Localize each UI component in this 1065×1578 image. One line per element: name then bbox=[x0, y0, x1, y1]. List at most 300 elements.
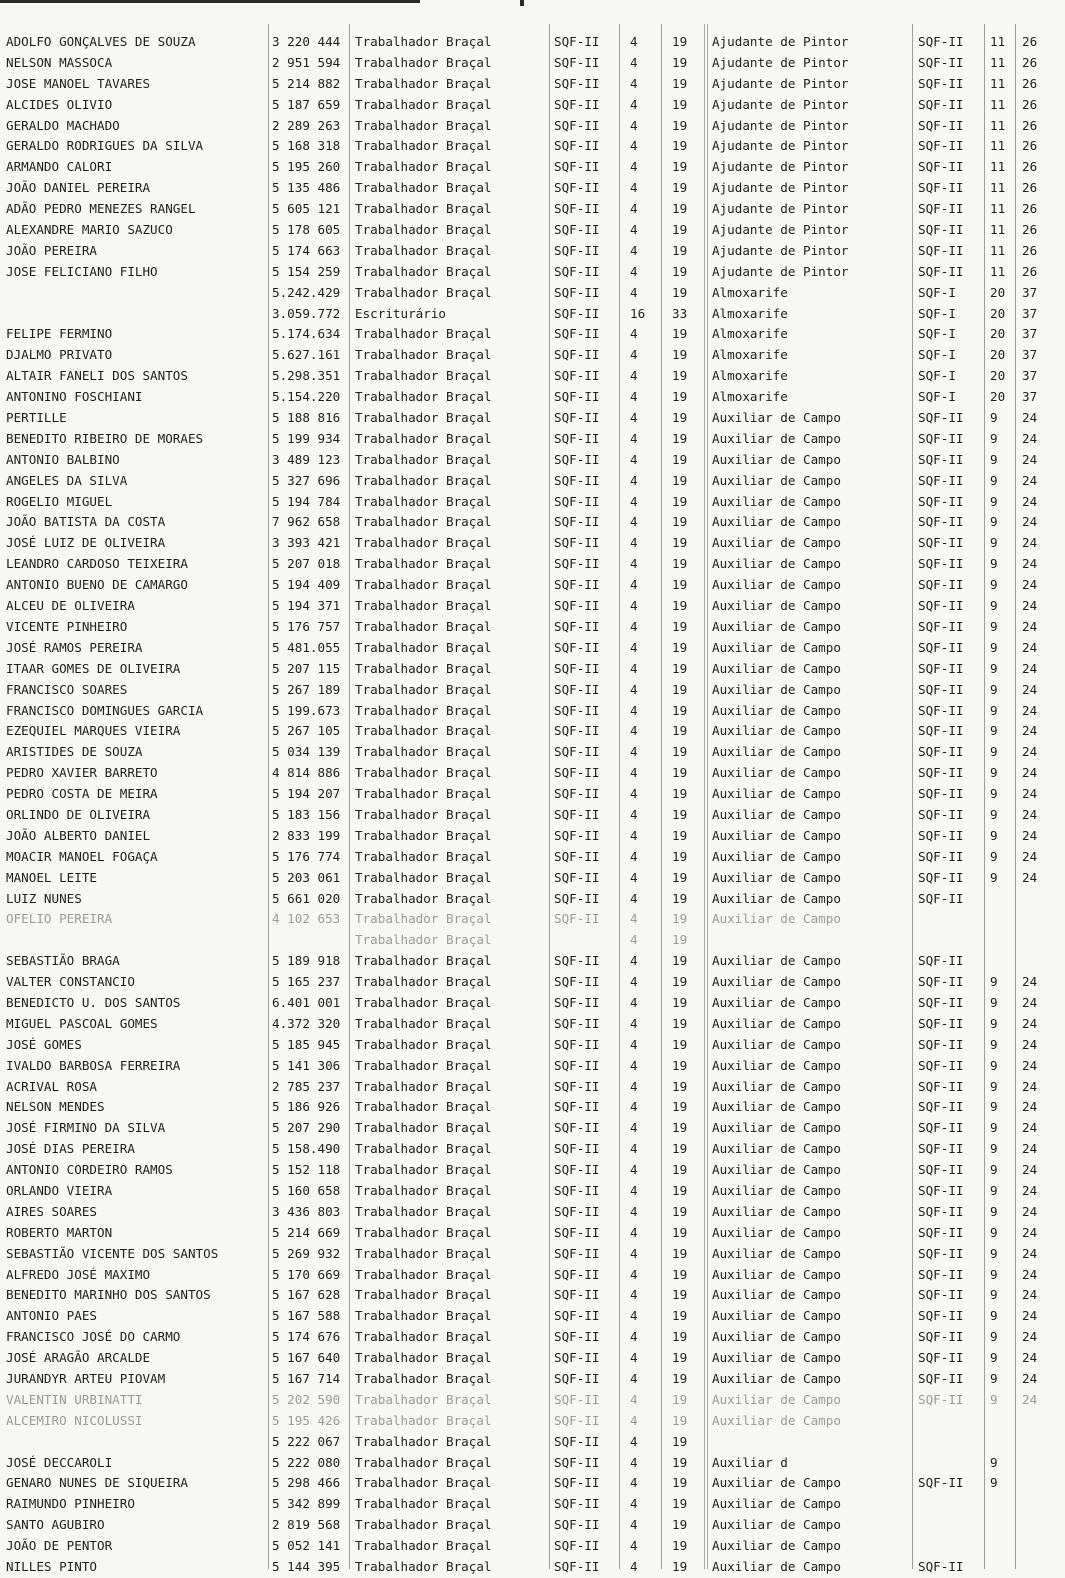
current-position: Trabalhador Braçal bbox=[355, 1329, 492, 1345]
new-level: 24 bbox=[1022, 1078, 1038, 1094]
new-level: 24 bbox=[1022, 806, 1038, 822]
new-grade: SQF-II bbox=[918, 1224, 964, 1240]
current-level: 19 bbox=[672, 827, 688, 843]
new-grade: SQF-II bbox=[918, 1078, 964, 1094]
new-level: 24 bbox=[1022, 1182, 1038, 1198]
new-position: Auxiliar de Campo bbox=[712, 1245, 841, 1261]
employee-name: ANTONIO CORDEIRO RAMOS bbox=[6, 1162, 173, 1178]
new-position: Auxiliar de Campo bbox=[712, 430, 841, 446]
table-row bbox=[0, 74, 1065, 95]
registration-number: 4.372 320 bbox=[272, 1015, 341, 1031]
current-level: 19 bbox=[672, 1078, 688, 1094]
current-grade: SQF-II bbox=[554, 222, 600, 238]
new-level: 24 bbox=[1022, 1036, 1038, 1052]
new-reference: 9 bbox=[990, 1391, 998, 1407]
employee-name: ORLANDO VIEIRA bbox=[6, 1182, 113, 1198]
table-row bbox=[0, 241, 1065, 262]
new-level: 24 bbox=[1022, 827, 1038, 843]
current-grade: SQF-II bbox=[554, 263, 600, 279]
new-reference: 11 bbox=[990, 75, 1006, 91]
new-position: Almoxarife bbox=[712, 284, 788, 300]
new-position: Ajudante de Pintor bbox=[712, 75, 849, 91]
table-row bbox=[0, 1557, 1065, 1578]
current-reference: 4 bbox=[630, 827, 638, 843]
registration-number: 5 176 757 bbox=[272, 618, 341, 634]
new-level: 24 bbox=[1022, 660, 1038, 676]
current-level: 19 bbox=[672, 242, 688, 258]
current-reference: 4 bbox=[630, 451, 638, 467]
table-row bbox=[0, 1118, 1065, 1139]
current-reference: 4 bbox=[630, 389, 638, 405]
current-position: Trabalhador Braçal bbox=[355, 1287, 492, 1303]
registration-number: 5 174 663 bbox=[272, 242, 341, 258]
new-level: 24 bbox=[1022, 535, 1038, 551]
current-level: 19 bbox=[672, 389, 688, 405]
table-row bbox=[0, 533, 1065, 554]
current-grade: SQF-II bbox=[554, 1454, 600, 1470]
table-row bbox=[0, 157, 1065, 178]
current-level: 19 bbox=[672, 556, 688, 572]
employee-name: DJALMO PRIVATO bbox=[6, 347, 113, 363]
current-reference: 4 bbox=[630, 702, 638, 718]
current-reference: 4 bbox=[630, 75, 638, 91]
current-level: 19 bbox=[672, 1141, 688, 1157]
current-position: Trabalhador Braçal bbox=[355, 994, 492, 1010]
table-row bbox=[0, 680, 1065, 701]
current-grade: SQF-II bbox=[554, 994, 600, 1010]
current-level: 19 bbox=[672, 138, 688, 154]
new-grade: SQF-II bbox=[918, 702, 964, 718]
employee-name: ARMANDO CALORI bbox=[6, 159, 113, 175]
new-position: Auxiliar de Campo bbox=[712, 994, 841, 1010]
current-reference: 4 bbox=[630, 222, 638, 238]
current-level: 19 bbox=[672, 577, 688, 593]
new-position: Auxiliar de Campo bbox=[712, 765, 841, 781]
employee-name: ANTONIO BALBINO bbox=[6, 451, 120, 467]
new-position: Auxiliar de Campo bbox=[712, 1120, 841, 1136]
current-reference: 4 bbox=[630, 848, 638, 864]
current-position: Trabalhador Braçal bbox=[355, 1538, 492, 1554]
current-level: 19 bbox=[672, 472, 688, 488]
employee-name: JOÃO DANIEL PEREIRA bbox=[6, 180, 151, 196]
current-reference: 4 bbox=[630, 639, 638, 655]
employee-name: GENARO NUNES DE SIQUEIRA bbox=[6, 1475, 188, 1491]
current-grade: SQF-II bbox=[554, 451, 600, 467]
new-level: 24 bbox=[1022, 451, 1038, 467]
table-row bbox=[0, 638, 1065, 659]
new-position: Almoxarife bbox=[712, 389, 788, 405]
employee-name: EZEQUIEL MARQUES VIEIRA bbox=[6, 723, 181, 739]
new-grade: SQF-II bbox=[918, 514, 964, 530]
new-grade: SQF-II bbox=[918, 848, 964, 864]
new-position: Auxiliar de Campo bbox=[712, 660, 841, 676]
new-level: 37 bbox=[1022, 347, 1038, 363]
current-position: Trabalhador Braçal bbox=[355, 1266, 492, 1282]
table-row bbox=[0, 136, 1065, 157]
current-level: 19 bbox=[672, 1496, 688, 1512]
employee-name: JURANDYR ARTEU PIOVAM bbox=[6, 1371, 166, 1386]
employee-name: JOSÉ LUIZ DE OLIVEIRA bbox=[6, 535, 166, 551]
employee-name: JOSÉ RAMOS PEREIRA bbox=[6, 639, 143, 655]
current-grade: SQF-II bbox=[554, 806, 600, 822]
current-level: 19 bbox=[672, 34, 688, 49]
employee-name: JOÃO PEREIRA bbox=[6, 242, 97, 258]
new-position: Auxiliar de Campo bbox=[712, 1182, 841, 1198]
current-level: 19 bbox=[672, 639, 688, 655]
new-level: 24 bbox=[1022, 1224, 1038, 1240]
current-reference: 4 bbox=[630, 1266, 638, 1282]
employee-name: JOSÉ DECCAROLI bbox=[6, 1454, 113, 1470]
employee-name: ITAAR GOMES DE OLIVEIRA bbox=[6, 660, 181, 676]
current-reference: 4 bbox=[630, 953, 638, 969]
current-level: 19 bbox=[672, 1308, 688, 1324]
current-grade: SQF-II bbox=[554, 117, 600, 133]
current-level: 19 bbox=[672, 702, 688, 718]
new-grade: SQF-I bbox=[918, 389, 956, 405]
current-position: Trabalhador Braçal bbox=[355, 639, 492, 655]
new-position: Ajudante de Pintor bbox=[712, 159, 849, 175]
new-position: Auxiliar de Campo bbox=[712, 806, 841, 822]
current-grade: SQF-II bbox=[554, 1162, 600, 1178]
current-reference: 4 bbox=[630, 598, 638, 614]
current-level: 19 bbox=[672, 1287, 688, 1303]
new-reference: 9 bbox=[990, 1099, 998, 1115]
new-position: Auxiliar de Campo bbox=[712, 618, 841, 634]
new-position: Auxiliar de Campo bbox=[712, 827, 841, 843]
registration-number: 5 174 676 bbox=[272, 1329, 341, 1345]
new-grade: SQF-II bbox=[918, 598, 964, 614]
table-row bbox=[0, 1056, 1065, 1077]
current-grade: SQF-II bbox=[554, 786, 600, 802]
current-position: Trabalhador Braçal bbox=[355, 1120, 492, 1136]
employee-name: LEANDRO CARDOSO TEIXEIRA bbox=[6, 556, 188, 572]
table-row bbox=[0, 554, 1065, 575]
current-position: Trabalhador Braçal bbox=[355, 577, 492, 593]
registration-number: 5 152 118 bbox=[272, 1162, 341, 1178]
registration-number: 5 167 628 bbox=[272, 1287, 341, 1303]
current-level: 19 bbox=[672, 222, 688, 238]
registration-number: 2 833 199 bbox=[272, 827, 341, 843]
new-grade: SQF-II bbox=[918, 723, 964, 739]
registration-number: 5.298.351 bbox=[272, 368, 341, 384]
new-position: Auxiliar de Campo bbox=[712, 472, 841, 488]
employee-name: GERALDO RODRIGUES DA SILVA bbox=[6, 138, 204, 154]
current-level: 19 bbox=[672, 765, 688, 781]
table-row bbox=[0, 1306, 1065, 1327]
employee-name: SANTO AGUBIRO bbox=[6, 1517, 105, 1533]
new-grade: SQF-II bbox=[918, 681, 964, 697]
employee-name: ANTONIO BUENO DE CAMARGO bbox=[6, 577, 188, 593]
current-position: Trabalhador Braçal bbox=[355, 1308, 492, 1324]
current-level: 19 bbox=[672, 1371, 688, 1386]
current-position: Trabalhador Braçal bbox=[355, 368, 492, 384]
registration-number: 5 194 371 bbox=[272, 598, 341, 614]
new-reference: 9 bbox=[990, 430, 998, 446]
current-reference: 4 bbox=[630, 159, 638, 175]
current-grade: SQF-II bbox=[554, 702, 600, 718]
new-position: Auxiliar de Campo bbox=[712, 1224, 841, 1240]
new-reference: 9 bbox=[990, 535, 998, 551]
current-reference: 4 bbox=[630, 368, 638, 384]
registration-number: 4 102 653 bbox=[272, 911, 341, 927]
current-level: 19 bbox=[672, 1433, 688, 1449]
table-row bbox=[0, 847, 1065, 868]
new-position: Auxiliar de Campo bbox=[712, 1538, 841, 1554]
new-grade: SQF-II bbox=[918, 410, 964, 426]
current-level: 19 bbox=[672, 723, 688, 739]
current-position: Trabalhador Braçal bbox=[355, 1224, 492, 1240]
current-position: Escriturário bbox=[355, 305, 446, 321]
current-level: 19 bbox=[672, 1350, 688, 1366]
new-reference: 9 bbox=[990, 598, 998, 614]
new-reference: 9 bbox=[990, 1475, 998, 1491]
registration-number: 3 393 421 bbox=[272, 535, 341, 551]
current-reference: 4 bbox=[630, 347, 638, 363]
new-grade: SQF-I bbox=[918, 368, 956, 384]
registration-number: 5 194 409 bbox=[272, 577, 341, 593]
new-position: Auxiliar de Campo bbox=[712, 1078, 841, 1094]
current-grade: SQF-II bbox=[554, 535, 600, 551]
new-position: Auxiliar de Campo bbox=[712, 1559, 841, 1575]
new-reference: 9 bbox=[990, 848, 998, 864]
current-position: Trabalhador Braçal bbox=[355, 1391, 492, 1407]
new-reference: 9 bbox=[990, 1015, 998, 1031]
employee-name: ADÃO PEDRO MENEZES RANGEL bbox=[6, 201, 196, 217]
current-grade: SQF-II bbox=[554, 1391, 600, 1407]
new-grade: SQF-II bbox=[918, 786, 964, 802]
new-position: Auxiliar de Campo bbox=[712, 1496, 841, 1512]
current-level: 19 bbox=[672, 911, 688, 927]
current-grade: SQF-II bbox=[554, 305, 600, 321]
new-level: 24 bbox=[1022, 618, 1038, 634]
employee-name: ALCIDES OLIVIO bbox=[6, 96, 113, 112]
new-position: Auxiliar de Campo bbox=[712, 1371, 841, 1386]
current-grade: SQF-II bbox=[554, 1329, 600, 1345]
current-reference: 4 bbox=[630, 284, 638, 300]
current-grade: SQF-II bbox=[554, 347, 600, 363]
registration-number: 5 269 932 bbox=[272, 1245, 341, 1261]
new-position: Auxiliar de Campo bbox=[712, 639, 841, 655]
current-grade: SQF-II bbox=[554, 1517, 600, 1533]
new-reference: 11 bbox=[990, 117, 1006, 133]
new-position: Auxiliar de Campo bbox=[712, 1162, 841, 1178]
new-grade: SQF-II bbox=[918, 806, 964, 822]
new-grade: SQF-II bbox=[918, 493, 964, 509]
current-position: Trabalhador Braçal bbox=[355, 556, 492, 572]
current-reference: 4 bbox=[630, 1391, 638, 1407]
table-row bbox=[0, 450, 1065, 471]
new-reference: 9 bbox=[990, 681, 998, 697]
table-row bbox=[0, 701, 1065, 722]
new-reference: 9 bbox=[990, 639, 998, 655]
current-position: Trabalhador Braçal bbox=[355, 598, 492, 614]
employee-table bbox=[0, 32, 1065, 1578]
new-level: 24 bbox=[1022, 723, 1038, 739]
table-row bbox=[0, 1515, 1065, 1536]
registration-number: 5 214 882 bbox=[272, 75, 341, 91]
current-position: Trabalhador Braçal bbox=[355, 1015, 492, 1031]
new-reference: 11 bbox=[990, 96, 1006, 112]
current-reference: 4 bbox=[630, 1099, 638, 1115]
registration-number: 5 052 141 bbox=[272, 1538, 341, 1554]
current-level: 19 bbox=[672, 974, 688, 990]
current-level: 19 bbox=[672, 869, 688, 885]
employee-name: ALCEU DE OLIVEIRA bbox=[6, 598, 135, 614]
employee-name: AIRES SOARES bbox=[6, 1203, 97, 1219]
current-grade: SQF-II bbox=[554, 1538, 600, 1554]
new-grade: SQF-II bbox=[918, 117, 964, 133]
new-level: 37 bbox=[1022, 368, 1038, 384]
new-position: Ajudante de Pintor bbox=[712, 222, 849, 238]
registration-number: 5 222 080 bbox=[272, 1454, 341, 1470]
registration-number: 5 144 395 bbox=[272, 1559, 341, 1575]
registration-number: 5.627.161 bbox=[272, 347, 341, 363]
table-row bbox=[0, 909, 1065, 930]
current-position: Trabalhador Braçal bbox=[355, 1078, 492, 1094]
new-level: 26 bbox=[1022, 201, 1038, 217]
new-reference: 9 bbox=[990, 765, 998, 781]
current-level: 19 bbox=[672, 1162, 688, 1178]
new-reference: 9 bbox=[990, 451, 998, 467]
table-row bbox=[0, 1097, 1065, 1118]
registration-number: 5 167 640 bbox=[272, 1350, 341, 1366]
new-grade: SQF-I bbox=[918, 305, 956, 321]
new-level: 24 bbox=[1022, 765, 1038, 781]
new-level: 24 bbox=[1022, 1329, 1038, 1345]
current-position: Trabalhador Braçal bbox=[355, 702, 492, 718]
employee-name: OFELIO PEREIRA bbox=[6, 911, 113, 927]
current-position: Trabalhador Braçal bbox=[355, 1475, 492, 1491]
current-position: Trabalhador Braçal bbox=[355, 389, 492, 405]
new-level: 24 bbox=[1022, 848, 1038, 864]
current-reference: 4 bbox=[630, 765, 638, 781]
current-reference: 4 bbox=[630, 96, 638, 112]
current-reference: 4 bbox=[630, 1329, 638, 1345]
new-position: Auxiliar de Campo bbox=[712, 577, 841, 593]
table-row bbox=[0, 1139, 1065, 1160]
new-position: Ajudante de Pintor bbox=[712, 201, 849, 217]
table-row bbox=[0, 116, 1065, 137]
new-reference: 20 bbox=[990, 305, 1006, 321]
table-row bbox=[0, 659, 1065, 680]
new-grade: SQF-II bbox=[918, 577, 964, 593]
table-row bbox=[0, 1202, 1065, 1223]
current-level: 19 bbox=[672, 1412, 688, 1428]
new-grade: SQF-II bbox=[918, 1015, 964, 1031]
current-reference: 4 bbox=[630, 1057, 638, 1073]
registration-number: 7 962 658 bbox=[272, 514, 341, 530]
current-level: 19 bbox=[672, 1015, 688, 1031]
registration-number: 5 194 784 bbox=[272, 493, 341, 509]
new-position: Auxiliar de Campo bbox=[712, 744, 841, 760]
new-position: Auxiliar de Campo bbox=[712, 953, 841, 969]
employee-name: VICENTE PINHEIRO bbox=[6, 618, 128, 634]
registration-number: 5 214 669 bbox=[272, 1224, 341, 1240]
current-level: 19 bbox=[672, 263, 688, 279]
registration-number: 5 207 115 bbox=[272, 660, 341, 676]
new-level: 24 bbox=[1022, 1057, 1038, 1073]
current-grade: SQF-II bbox=[554, 1141, 600, 1157]
current-level: 19 bbox=[672, 159, 688, 175]
new-level: 24 bbox=[1022, 472, 1038, 488]
current-position: Trabalhador Braçal bbox=[355, 1203, 492, 1219]
new-level: 24 bbox=[1022, 681, 1038, 697]
current-grade: SQF-II bbox=[554, 974, 600, 990]
registration-number: 2 819 568 bbox=[272, 1517, 341, 1533]
current-level: 19 bbox=[672, 890, 688, 906]
new-level: 24 bbox=[1022, 1099, 1038, 1115]
employee-name: ALFREDO JOSÉ MAXIMO bbox=[6, 1266, 151, 1282]
table-row bbox=[0, 53, 1065, 74]
current-level: 19 bbox=[672, 326, 688, 342]
new-reference: 9 bbox=[990, 1350, 998, 1366]
new-reference: 9 bbox=[990, 1057, 998, 1073]
employee-name: FRANCISCO JOSÉ DO CARMO bbox=[6, 1329, 181, 1345]
new-position: Auxiliar de Campo bbox=[712, 681, 841, 697]
new-position: Auxiliar de Campo bbox=[712, 1036, 841, 1052]
table-row bbox=[0, 324, 1065, 345]
new-grade: SQF-I bbox=[918, 284, 956, 300]
table-row bbox=[0, 1181, 1065, 1202]
current-level: 19 bbox=[672, 1329, 688, 1345]
current-grade: SQF-II bbox=[554, 1099, 600, 1115]
registration-number: 2 289 263 bbox=[272, 117, 341, 133]
registration-number: 5 327 696 bbox=[272, 472, 341, 488]
employee-name: JOSE MANOEL TAVARES bbox=[6, 75, 151, 91]
current-reference: 4 bbox=[630, 493, 638, 509]
table-row bbox=[0, 512, 1065, 533]
new-position: Auxiliar de Campo bbox=[712, 1391, 841, 1407]
current-position: Trabalhador Braçal bbox=[355, 1496, 492, 1512]
registration-number: 5 160 658 bbox=[272, 1182, 341, 1198]
registration-number: 5 165 237 bbox=[272, 974, 341, 990]
current-position: Trabalhador Braçal bbox=[355, 1162, 492, 1178]
new-reference: 9 bbox=[990, 702, 998, 718]
new-grade: SQF-II bbox=[918, 430, 964, 446]
current-position: Trabalhador Braçal bbox=[355, 765, 492, 781]
new-position: Auxiliar de Campo bbox=[712, 1287, 841, 1303]
current-position: Trabalhador Braçal bbox=[355, 222, 492, 238]
new-level: 24 bbox=[1022, 1371, 1038, 1386]
current-level: 19 bbox=[672, 1538, 688, 1554]
new-position: Auxiliar de Campo bbox=[712, 451, 841, 467]
registration-number: 5 176 774 bbox=[272, 848, 341, 864]
registration-number: 5 167 714 bbox=[272, 1371, 341, 1386]
current-grade: SQF-II bbox=[554, 1015, 600, 1031]
new-level: 26 bbox=[1022, 159, 1038, 175]
current-position: Trabalhador Braçal bbox=[355, 75, 492, 91]
registration-number: 5 141 306 bbox=[272, 1057, 341, 1073]
table-row bbox=[0, 575, 1065, 596]
new-reference: 9 bbox=[990, 1224, 998, 1240]
new-level: 24 bbox=[1022, 514, 1038, 530]
employee-name: FRANCISCO DOMINGUES GARCIA bbox=[6, 702, 204, 718]
table-row bbox=[0, 1453, 1065, 1474]
new-reference: 20 bbox=[990, 326, 1006, 342]
current-grade: SQF-II bbox=[554, 368, 600, 384]
current-reference: 4 bbox=[630, 1371, 638, 1386]
table-row bbox=[0, 345, 1065, 366]
new-level: 24 bbox=[1022, 1245, 1038, 1261]
current-level: 19 bbox=[672, 681, 688, 697]
current-level: 19 bbox=[672, 953, 688, 969]
current-level: 19 bbox=[672, 368, 688, 384]
table-row bbox=[0, 826, 1065, 847]
current-position: Trabalhador Braçal bbox=[355, 618, 492, 634]
new-grade: SQF-II bbox=[918, 974, 964, 990]
registration-number: 5 194 207 bbox=[272, 786, 341, 802]
registration-number: 5 342 899 bbox=[272, 1496, 341, 1512]
